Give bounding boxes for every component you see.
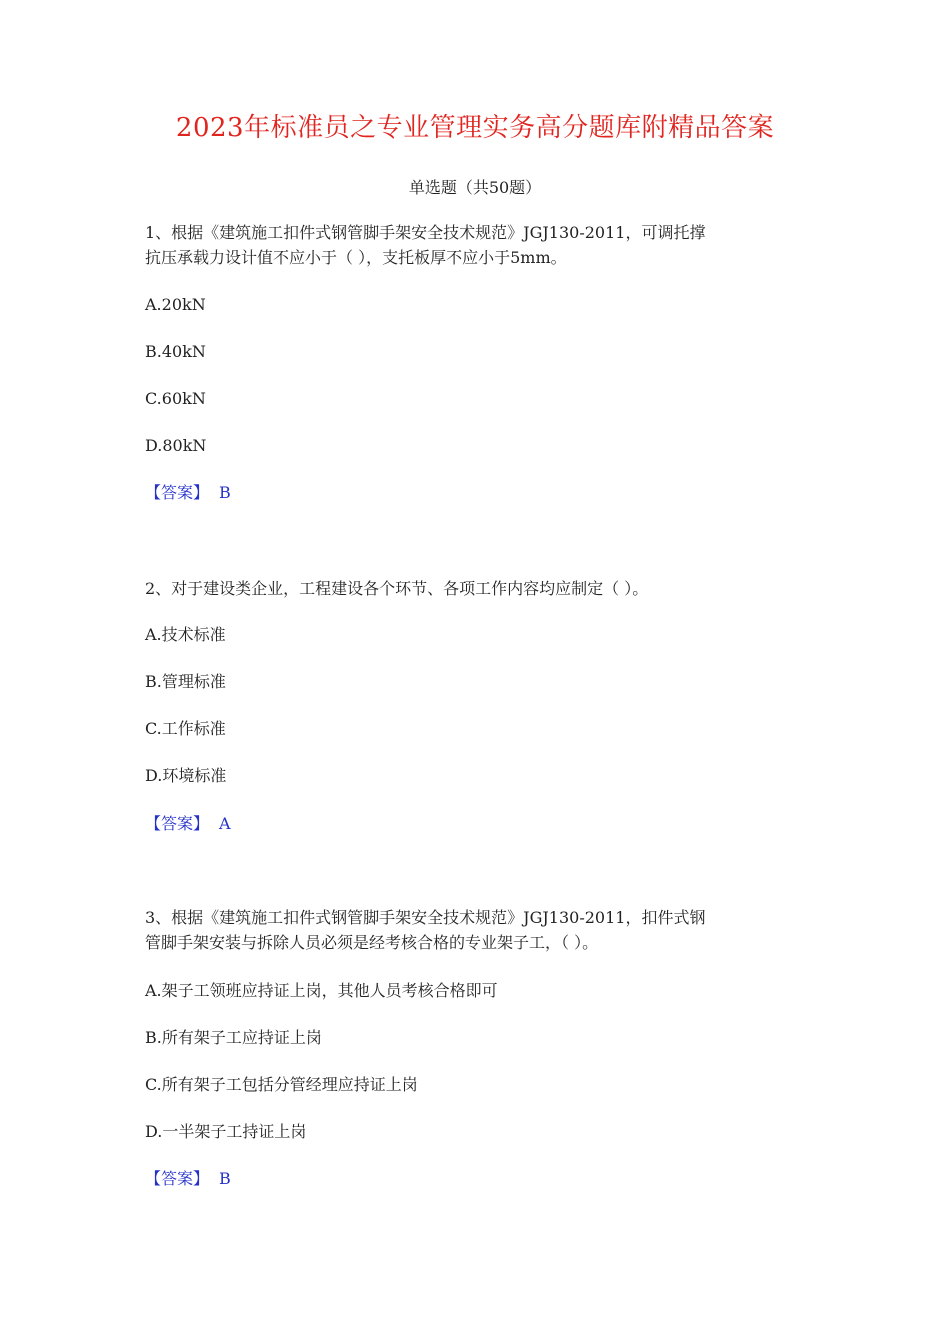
option-d: D.环境标准 — [145, 766, 227, 785]
option-b: B.管理标准 — [145, 672, 226, 691]
option-c: C.工作标准 — [145, 719, 226, 738]
question-stem-line: 管脚手架安装与拆除人员必须是经考核合格的专业架子工，（ ）。 — [145, 933, 599, 952]
question-stem — [145, 220, 805, 270]
answer-value: B — [219, 483, 231, 502]
document-title: 2023年标准员之专业管理实务高分题库附精品答案 — [175, 113, 775, 143]
option-a: A.架子工领班应持证上岗，其他人员考核合格即可 — [145, 981, 498, 1000]
answer-line — [145, 482, 231, 504]
option-b: B.40kN — [145, 342, 206, 361]
question-stem-line: 3、根据《建筑施工扣件式钢管脚手架安全技术规范》JGJ130-2011，扣件式钢 — [145, 908, 706, 927]
option-d: D.一半架子工持证上岗 — [145, 1122, 307, 1141]
answer-line — [145, 1168, 231, 1190]
answer-label: 【答案】 — [145, 483, 210, 502]
section-heading: 单选题（共50题） — [408, 178, 542, 197]
question-stem-line: 1、根据《建筑施工扣件式钢管脚手架安全技术规范》JGJ130-2011，可调托撑 — [145, 223, 706, 242]
question-stem — [145, 905, 805, 955]
option-a: A.20kN — [145, 295, 206, 314]
answer-value: A — [219, 814, 231, 833]
answer-label: 【答案】 — [145, 1169, 210, 1188]
option-d: D.80kN — [145, 436, 207, 455]
answer-value: B — [219, 1169, 231, 1188]
question-stem-line: 2、对于建设类企业，工程建设各个环节、各项工作内容均应制定（ ）。 — [145, 579, 649, 598]
option-c: C.所有架子工包括分管经理应持证上岗 — [145, 1075, 418, 1094]
option-c: C.60kN — [145, 389, 206, 408]
option-b: B.所有架子工应持证上岗 — [145, 1028, 322, 1047]
answer-line — [145, 813, 231, 835]
question-stem — [145, 576, 805, 601]
answer-label: 【答案】 — [145, 814, 210, 833]
question-stem-line: 抗压承载力设计值不应小于（ ），支托板厚不应小于5mm。 — [145, 248, 567, 267]
option-a: A.技术标准 — [145, 625, 226, 644]
